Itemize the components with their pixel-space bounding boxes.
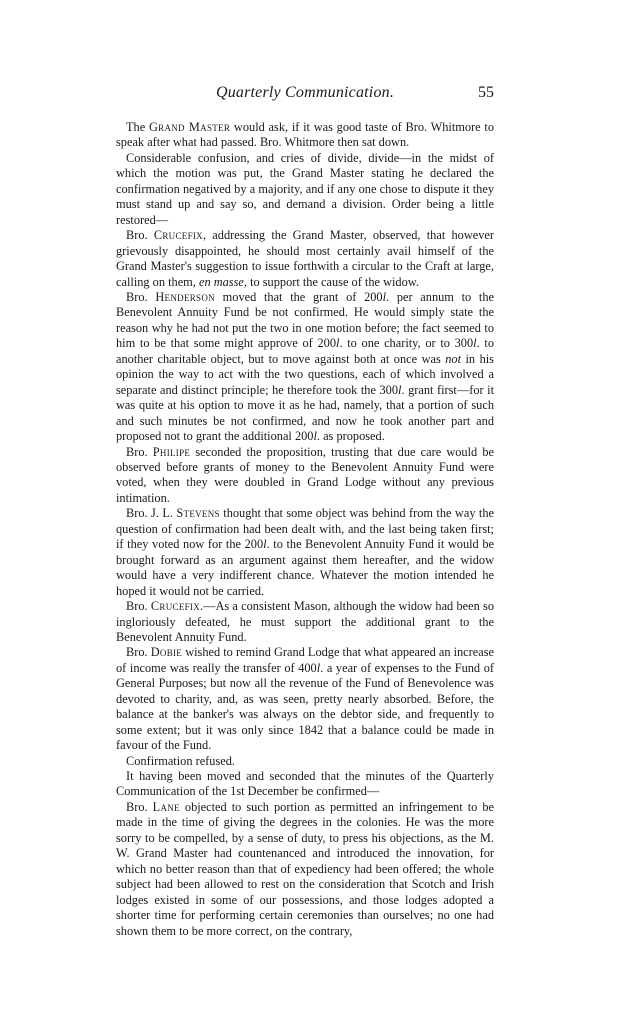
running-title: Quarterly Communication. (215, 84, 395, 101)
italic-text: not (445, 351, 462, 366)
italic-text: l (313, 429, 317, 444)
text-run: Bro. (126, 645, 151, 660)
text-run: , to support the cause of the widow. (243, 274, 419, 289)
speaker-name: Henderson (155, 289, 215, 304)
speaker-name: Crucefix (153, 228, 203, 243)
body-text (116, 120, 494, 939)
text-run: . per annum to the Benevolent Annuity Fund be not confirmed. He would simply state the reason why he had not put the two in one motion before; the fact seemed to him to be that some might approve of 200 (116, 289, 495, 351)
page-number: 55 (478, 84, 494, 101)
italic-text: l (398, 382, 402, 397)
text-run: Confirmation refused. (126, 753, 236, 768)
text-run: seconded the proposition, trusting that due care would be observed before grants of money to the Benevolent Annuity Fund were voted, when they were doubled in Grand Lodge without any previous intimation. (116, 444, 494, 505)
paragraph-bro-grand-master-whitmore (116, 120, 494, 151)
text-run: . to another charitable object, but to move against both at once was (116, 336, 494, 366)
text-run: .—As a consistent Mason, although the widow had been so ingloriously defeated, he must support the additional grant to the Benevolent Annuity Fund. (116, 599, 495, 644)
paragraph-bro-philipe-seconded (116, 445, 494, 507)
speaker-name: Lane (152, 799, 180, 814)
paragraph-bro-crucefix-circular (116, 228, 494, 290)
paragraph-bro-henderson-motion (116, 290, 494, 445)
paragraph-minutes-confirmed-motion (116, 769, 494, 800)
speaker-name: Stevens (176, 506, 220, 521)
text-run: objected to such portion as permitted an infringement to be made in the time of giving the degrees in the colonies. He was the more sorry to be compelled, by a sense of duty, to press his objections, as the M. W. Grand Master had countenanced and introduced the innovation, for which no better reason than that of expediency had been offered; the whole subject had been allowed to rest on the consideration that Scotch and Irish lodges existed in some of our possessions, and those lodges adopted a shorter time for performing certain ceremonies than ourselves; no one had shown them to be more correct, on the contrary, (116, 799, 494, 938)
running-head (116, 84, 494, 110)
speaker-name: Dobie (150, 645, 183, 660)
text-run: . to the Benevolent Annuity Fund it would be brought forward as an argument against them hereafter, and the widow would have a very indifferent chance. Whatever the motion intended he hoped it would not be carried. (116, 537, 494, 598)
italic-text: l (336, 336, 340, 351)
text-run: Bro. (126, 799, 153, 814)
italic-text: l (473, 336, 477, 351)
paragraph-bro-lane-objected (116, 800, 494, 939)
text-run: would ask, if it was good taste of Bro. Whitmore to speak after what had passed. Bro. Whitmore then sat down. (116, 120, 494, 150)
text-run: Bro. J. L. (126, 506, 177, 521)
text-run: . as proposed. (316, 429, 385, 444)
paragraph-bro-dobie-remind (116, 645, 494, 753)
text-run: . grant first—for it was quite at his option to move it as he had, namely, that a portion of such and such minutes be not confirmed, and now he took another part and proposed not to grant the additional 200 (116, 382, 494, 444)
italic-text: l (263, 537, 267, 552)
text-run: Bro. (126, 599, 151, 614)
text-run: Considerable confusion, and cries of divide, divide—in the midst of which the motion was put, the Grand Master stating he declared the confirmation negatived by a majority, and if any one chose to dispute it they must stand up and say so, and demand a division. Order being a little restored— (116, 150, 494, 227)
paragraph-bro-stevens-object (116, 506, 494, 599)
text-run: The (126, 120, 149, 134)
paragraph-considerable-confusion (116, 151, 494, 228)
text-run: . to one charity, or to 300 (339, 336, 474, 351)
text-run: thought that some object was behind from the way the question of confirmation had been dealt with, and the last being taken first; if they voted now for the 200 (116, 506, 494, 552)
paragraph-bro-crucefix-consistent-mason (116, 599, 494, 645)
text-run: Bro. (126, 289, 156, 304)
paragraph-confirmation-refused (116, 754, 494, 769)
text-run: , addressing the Grand Master, observed, that however grievously disappointed, he should most certainly avail himself of the Grand Master's suggestion to issue forthwith a circular to the Craft at large, calling on them, (116, 228, 494, 289)
speaker-name: Grand Master (148, 120, 231, 134)
text-run: in his opinion the way to act with the two questions, each of which involved a separate and distinct principle; he therefore took the 300 (116, 351, 494, 397)
text-run: . a year of expenses to the Fund of General Purposes; but now all the revenue of the Fund of Benevolence was devoted to charity, and, as was seen, pretty nearly absorbed. Before, the balance at the banker's was always on the debtor side, and frequently to some extent; but it was only since 1842 that a balance could be made in favour of the Fund. (116, 660, 494, 753)
italic-text: l (316, 660, 321, 675)
text-run: It having been moved and seconded that the minutes of the Quarterly Communication of the 1st December be confirmed— (116, 769, 494, 799)
speaker-name: Crucefix (150, 599, 201, 614)
text-run: moved that the grant of 200 (214, 289, 383, 304)
italic-text: l (382, 289, 387, 304)
italic-text: en masse (198, 274, 244, 289)
text-run: Bro. (126, 444, 153, 459)
speaker-name: Philipe (152, 444, 191, 459)
text-run: wished to remind Grand Lodge that what appeared an increase of income was really the transfer of 400 (116, 645, 495, 675)
text-run: Bro. (126, 228, 154, 243)
